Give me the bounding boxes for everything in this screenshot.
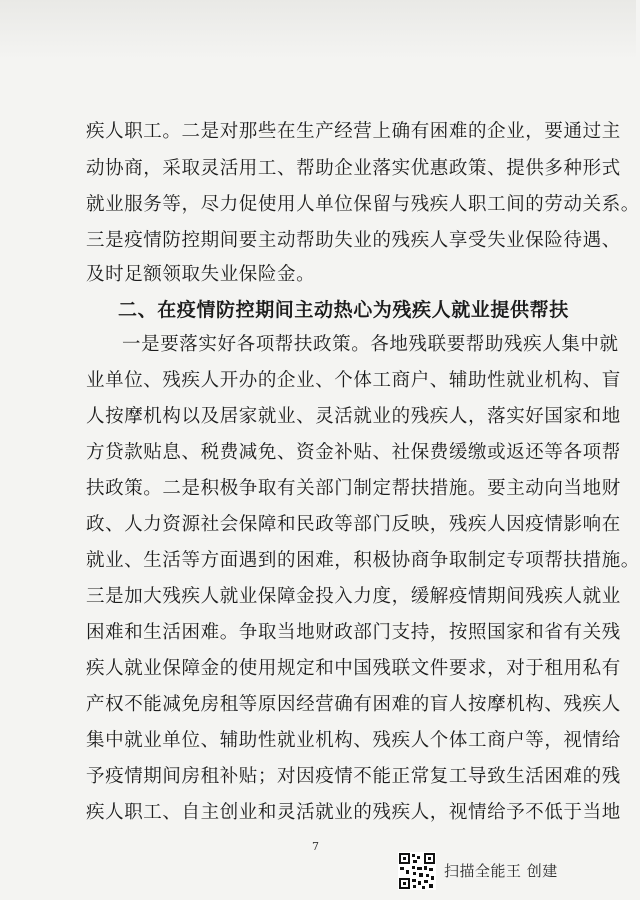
paragraph-2-line-10: 疾人就业保障金的使用规定和中国残联文件要求，对于租用私有 <box>86 658 621 679</box>
paragraph-2-line-9: 困难和生活困难。争取当地财政部门支持，按照国家和省有关残 <box>86 622 621 643</box>
qr-code-icon <box>398 852 436 890</box>
paragraph-2-line-1: 一是要落实好各项帮扶政策。各地残联要帮助残疾人集中就 <box>122 334 619 355</box>
page-number: 7 <box>312 840 319 853</box>
paragraph-2-line-2: 业单位、残疾人开办的企业、个体工商户、辅助性就业机构、盲 <box>86 370 621 391</box>
scanner-watermark-label: 扫描全能王 创建 <box>444 862 558 880</box>
section-heading: 二、在疫情防控期间主动热心为残疾人就业提供帮扶 <box>118 299 569 321</box>
paragraph-2-line-6: 政、人力资源社会保障和民政等部门反映，残疾人因疫情影响在 <box>86 514 621 535</box>
paragraph-2-line-3: 人按摩机构以及居家就业、灵活就业的残疾人，落实好国家和地 <box>86 406 621 427</box>
paragraph-2-line-11: 产权不能减免房租等原因经营确有困难的盲人按摩机构、残疾人 <box>86 694 621 715</box>
paragraph-1-line-3: 就业服务等，尽力促使用人单位保留与残疾人职工间的劳动关系。 <box>86 194 640 215</box>
paragraph-2-line-7: 就业、生活等方面遇到的困难，积极协商争取制定专项帮扶措施。 <box>86 550 640 571</box>
paragraph-2-line-8: 三是加大残疾人就业保障金投入力度，缓解疫情期间残疾人就业 <box>86 586 621 607</box>
paragraph-1-line-5: 及时足额领取失业保险金。 <box>86 264 316 285</box>
paragraph-2-line-5: 扶政策。二是积极争取有关部门制定帮扶措施。要主动向当地财 <box>86 478 621 499</box>
paragraph-2-line-4: 方贷款贴息、税费减免、资金补贴、社保费缓缴或返还等各项帮 <box>86 442 621 463</box>
paragraph-1-line-4: 三是疫情防控期间要主动帮助失业的残疾人享受失业保险待遇、 <box>86 230 621 251</box>
paragraph-2-line-14: 疾人职工、自主创业和灵活就业的残疾人，视情给予不低于当地 <box>86 802 621 823</box>
paragraph-1-line-2: 动协商，采取灵活用工、帮助企业落实优惠政策、提供多种形式 <box>86 158 621 179</box>
paragraph-2-line-13: 予疫情期间房租补贴；对因疫情不能正常复工导致生活困难的残 <box>86 766 621 787</box>
paragraph-1-line-1: 疾人职工。二是对那些在生产经营上确有困难的企业，要通过主 <box>86 121 621 142</box>
paragraph-2-line-12: 集中就业单位、辅助性就业机构、残疾人个体工商户等，视情给 <box>86 730 621 751</box>
